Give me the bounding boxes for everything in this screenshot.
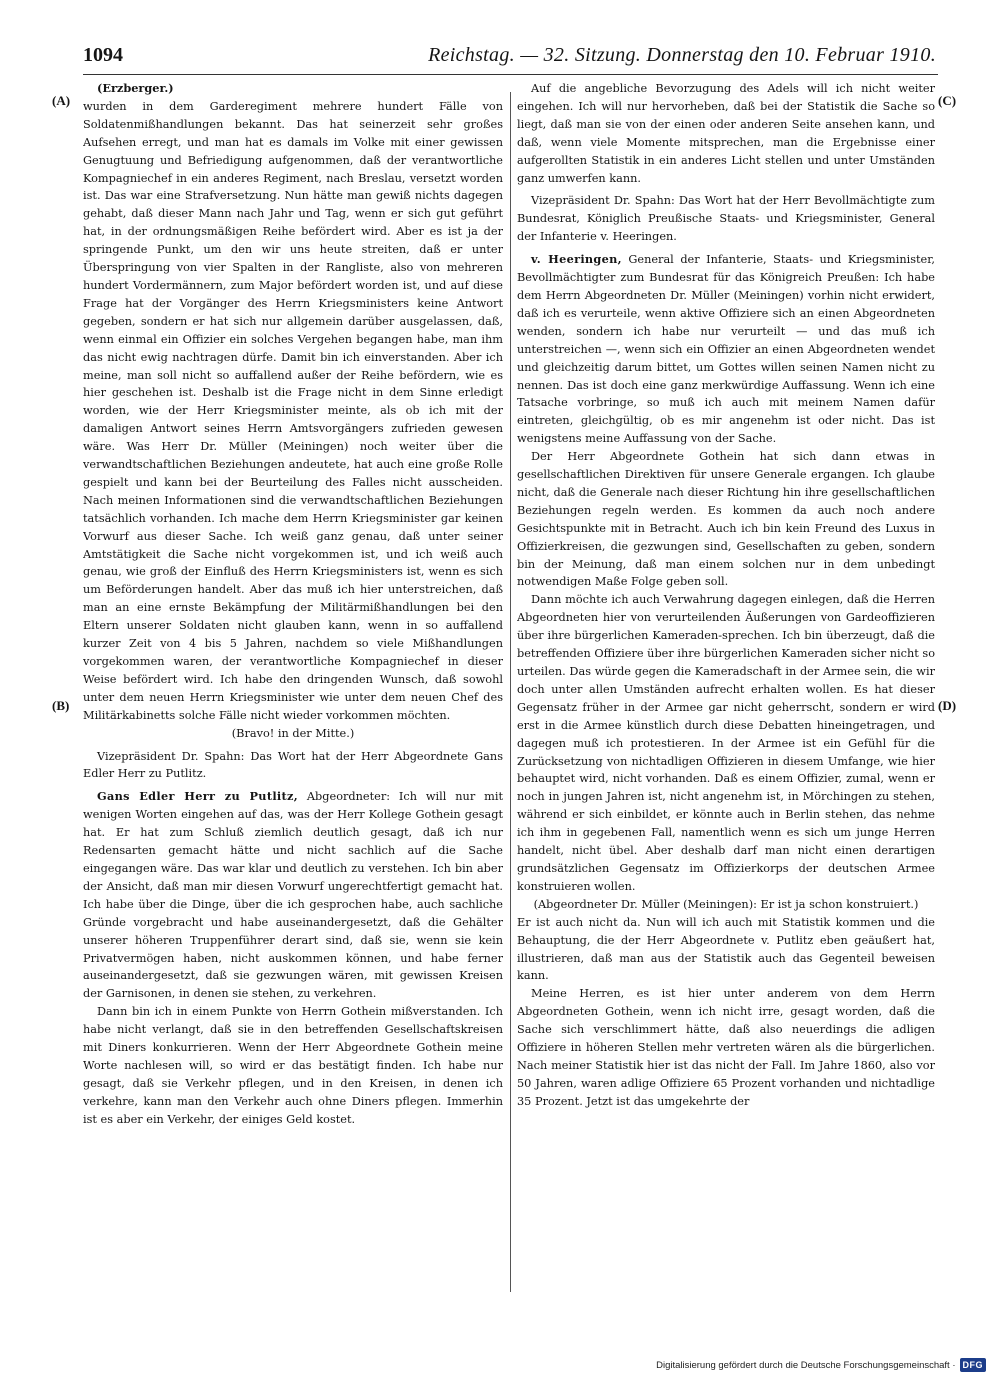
speaker-label: (Erzberger.) [97, 81, 174, 95]
paragraph: Dann möchte ich auch Verwahrung dagegen einlegen, daß die Herren Abgeordneten hier von verurteilenden Äußerungen von Gardeoffizieren über ihre bürgerlichen Kameraden-sprechen. Ich bin überzeugt, daß die betreffenden Offiziere über ihre bürgerlichen Kameraden sicher nicht so urteilen. Das würde gegen die Kameradschaft in der Armee sein, die wir doch unter allen Umständen aufrecht erhalten wollen. Es hat dieser Gegensatz früher in der Armee gar nicht geherrscht, sondern er wird erst in die Armee künstlich durch diese Debatten hineingetragen, und dagegen muß ich protestieren. In der Armee ist ein Gefühl für die Zurücksetzung von nichtadligen Offizieren in diesem Umfange, wie hier behauptet wird, nicht vorhanden. Daß es einem Offizier, zumal, wenn er noch in jungen Jahren ist, nicht angenehm ist, in Mörchingen zu stehen, während er sich einbildet, er könnte auch in Berlin stehen, das nehme ich ihm in gegebenen Fall, namentlich wenn es sich um junge Herren handelt, nicht übel. Aber deshalb darf man nicht einen derartigen grundsätzlichen Gegensatz im Offizierkorps der deutschen Armee konstruieren wollen. [517, 593, 935, 893]
left-column [83, 80, 503, 1310]
speech-text: Abgeordneter: Ich will nur mit wenigen Worten eingehen auf das, was der Herr Kollege Gothein gesagt hat. Er hat zum Schluß ziemlich deutlich gesagt, daß ich nur Redensarten gemacht hätte und nicht sachlich auf die Sache eingegangen wäre. Das war klar und deutlich zu verstehen. Ich bin aber der Ansicht, daß man mir diesen Vorwurf ungerechtfertigt gemacht hat. Ich habe über die Dinge, über die ich gesprochen habe, auch sachliche Gründe vorgebracht und habe auseinandergesetzt, daß die Gehälter unserer höheren Truppenführer derart sind, daß sie, wenn sie kein Privatvermögen haben, nicht auskommen können, und habe ferner auseinandergesetzt, daß sie gezwungen wären, mit gewissen Kreisen der Garnisonen, in denen sie stehen, zu verkehren. [83, 790, 503, 1001]
speech-paragraph [517, 251, 935, 448]
paragraph: Auf die angebliche Bevorzugung des Adels will ich nicht weiter eingehen. Ich will nur hervorheben, daß bei der Statistik die Sache so liegt, daß man sie von der einen oder anderen Seite ansehen kann, und daß, wenn viele Momente mitsprechen, man die Ergebnisse einer aufgerollten Statistik in ein anderes Licht stellen und unter Umständen ganz umwerfen kann. [517, 82, 935, 185]
speaker-name: Gans Edler Herr zu Putlitz, [97, 789, 298, 804]
vice-president-intro: Vizepräsident Dr. Spahn: Das Wort hat der Herr Abgeordnete Gans Edler Herr zu Putlitz. [83, 749, 503, 781]
footer [656, 1356, 986, 1374]
vice-president-intro: Vizepräsident Dr. Spahn: Das Wort hat der Herr Bevollmächtigte zum Bundesrat, Königlich Preußische Staats- und Kriegsminister, General der Infanterie v. Heeringen. [517, 194, 935, 244]
column-divider [510, 92, 511, 1292]
page-number: 1094 [83, 44, 123, 66]
margin-mark-c: (C) [938, 93, 957, 108]
applause-note: (Bravo! in der Mitte.) [231, 726, 355, 740]
paragraph: wurden in dem Garderegiment mehrere hundert Fälle von Soldatenmißhandlungen bekannt. Das hat seinerzeit sehr großes Aufsehen erregt, und man hat es damals im Volke mit einer gewissen Genugtuung und Befriedigung aufgenommen, daß der verantwortliche Kompagniechef in ein anderes Regiment, nach Breslau, versetzt worden ist. Das war eine Strafversetzung. Nun hätte man gewiß nichts dagegen gehabt, daß dieser Mann nach Jahr und Tag, wenn er sich gut geführt hat, in der ordnungsmäßigen Reihe befördert wird. Aber es ist ja der springende Punkt, um den wir uns heute streiten, daß er unter Überspringung von vier Spalten in der Rangliste, also von mehreren hundert Vordermännern, zum Major befördert worden ist, und auf diese Frage hat der Vorgänger des Herrn Kriegsministers keine Antwort gegeben, sondern er hat sich nur allgemein darüber ausgelassen, daß, wenn einmal ein Offizier ein solches Vergehen begangen habe, man ihm das nicht ewig nachtragen dürfe. Damit bin ich einverstanden. Aber ich meine, man soll nicht so auffallend außer der Reihe befördern, wie es hier geschehen ist. Deshalb ist die Frage nicht in dem Sinne erledigt worden, wie der Herr Kriegsminister meinte, als ob ich mit der damaligen Antwort seines Herrn Amtsvorgängers zufrieden gewesen wäre. Was Herr Dr. Müller (Meiningen) noch weiter über die verwandtschaftlichen Beziehungen andeutete, hat auch eine große Rolle gespielt und kann bei der Beurteilung des Falles nicht ausscheiden. Nach meinen Informationen sind die verwandtschaftlichen Beziehungen tatsächlich vorhanden. Ich mache dem Herrn Kriegsminister gar keinen Vorwurf aus dieser Sache. Ich weiß ganz genau, daß unter seiner Amtstätigkeit die Sache nicht vorgekommen ist, und ich weiß auch genau, wie groß der Einfluß des Herrn Kriegsministers ist, wenn es sich um Beförderungen handelt. Aber das muß ich hier unterstreichen, daß man an eine ernste Bekämpfung der Militärmißhandlungen bei den Eltern unserer Soldaten nicht glauben kann, wenn in so auffallend kurzer Zeit von 4 bis 5 Jahren, nachdem so viele Mißhandlungen vorgekommen waren, der verantwortliche Kompagniechef in dieser Weise befördert wird. Ich habe den dringenden Wunsch, daß sowohl unter dem neuen Herrn Kriegsminister wie unter dem neuen Chef des Militärkabinetts solche Fälle nicht wieder vorkommen möchten. [83, 99, 503, 722]
speech-paragraph [83, 788, 503, 1003]
paragraph: Er ist auch nicht da. Nun will ich auch mit Statistik kommen und die Behauptung, die der Herr Abgeordnete v. Putlitz eben geäußert hat, illustrieren, daß man aus der Statistik auch das Gegenteil beweisen kann. [517, 915, 935, 983]
interjection: (Abgeordneter Dr. Müller (Meiningen): Er ist ja schon konstruiert.) [533, 897, 919, 911]
right-column [517, 80, 935, 1310]
paragraph: Dann bin ich in einem Punkte von Herrn Gothein mißverstanden. Ich habe nicht verlangt, daß sie in den betreffenden Gesellschaftskreisen mit Diners konkurrieren. Wenn der Herr Abgeordnete Gothein meine Worte nachlesen will, so wird er das bestätigt finden. Ich habe nur gesagt, daß sie Verkehr pflegen, und in den Kreisen, in denen ich verkehre, kann man den Verkehr auch ohne Diners pflegen. Immerhin ist es aber ein Verkehr, der einiges Geld kostet. [83, 1005, 503, 1126]
running-title: Reichstag. — 32. Sitzung. Donnerstag den 10. Februar 1910. [428, 44, 936, 66]
dfg-logo: DFG [960, 1358, 987, 1372]
speech-text: General der Infanterie, Staats- und Kriegsminister, Bevollmächtigter zum Bundesrat für das Königreich Preußen: Ich habe dem Herrn Abgeordneten Dr. Müller (Meiningen) vorhin nicht erwidert, daß ich es verurteile, wenn aktive Offiziere sich an einen Abgeordneten wenden, sondern ich habe nur verurteilt — und das muß ich unterstreichen —, wenn sich ein Offizier an einen Abgeordneten wendet und gleichzeitig darum bittet, um Gottes willen seinen Namen nicht zu nennen. Das ist doch eine ganz merkwürdige Auffassung. Wenn ich eine Tatsache vorbringe, so muß ich auch mit meinem Namen dafür eintreten, gleichgültig, ob es mir angenehm ist oder nicht. Das ist wenigstens meine Auffassung von der Sache. [517, 253, 935, 446]
margin-mark-d: (D) [938, 698, 957, 713]
speaker-name: v. Heeringen, [531, 252, 622, 267]
margin-mark-b: (B) [52, 698, 70, 713]
paragraph: Meine Herren, es ist hier unter anderem von dem Herrn Abgeordneten Gothein, wenn ich nicht irre, gesagt worden, daß die Sache sich verschlimmert hätte, daß also neuerdings die adligen Offiziere in höheren Stellen mehr vertreten wären als die bürgerlichen. Nach meiner Statistik hier ist das nicht der Fall. Im Jahre 1860, also vor 50 Jahren, waren adlige Offiziere 65 Prozent vorhanden und nichtadlige 35 Prozent. Jetzt ist das umgekehrte der [517, 987, 935, 1108]
paragraph: Der Herr Abgeordnete Gothein hat sich dann etwas in gesellschaftlichen Direktiven für unsere Generale ergangen. Ich glaube nicht, daß die Generale nach dieser Richtung hin ihre gesellschaftlichen Beziehungen regeln werden. Es kommen da auch noch andere Gesichtspunkte mit in Betracht. Auch ich bin kein Freund des Luxus in Offizierkreisen, die gezwungen sind, Gesellschaften zu geben, sondern bin der Meinung, daß man einem solchen nur in dem unbedingt notwendigen Maße Folge geben soll. [517, 450, 935, 589]
margin-mark-a: (A) [52, 93, 71, 108]
page-header [83, 44, 938, 75]
footer-text: Digitalisierung gefördert durch die Deutsche Forschungsgemeinschaft · [656, 1359, 956, 1371]
